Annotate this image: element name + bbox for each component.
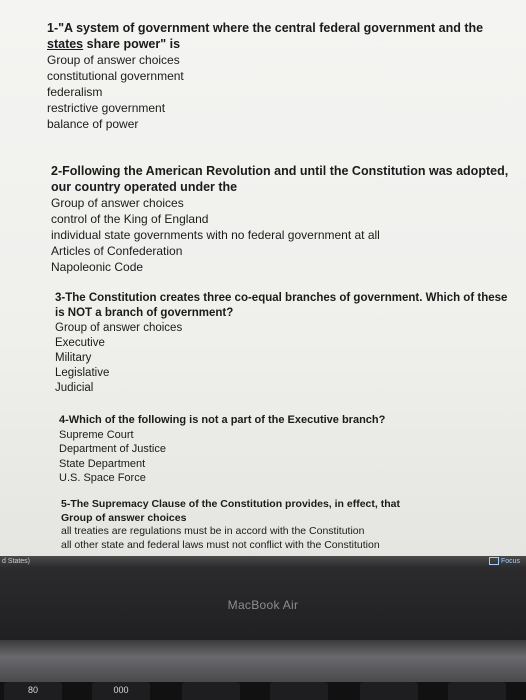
answer-option[interactable]: Military: [55, 352, 92, 364]
answer-option[interactable]: U.S. Space Force: [59, 472, 146, 484]
question-2: [51, 163, 521, 275]
key-f5[interactable]: [360, 682, 418, 700]
answer-option[interactable]: all treaties are regulations must be in accord with the Constitution: [61, 525, 365, 537]
question-5: [61, 498, 501, 552]
answer-option[interactable]: State Department: [59, 457, 146, 470]
answer-option[interactable]: Executive: [55, 337, 105, 349]
answer-option[interactable]: Napoleonic Code: [51, 260, 144, 274]
answer-option[interactable]: Articles of Confederation: [51, 244, 183, 258]
answer-option[interactable]: individual state governments with no federal government at all: [51, 228, 380, 242]
group-label: Group of answer choices: [51, 196, 184, 210]
group-label: Group of answer choices: [55, 322, 183, 334]
key-f6[interactable]: [448, 682, 506, 700]
answer-option[interactable]: federalism: [47, 85, 103, 99]
taskbar: [0, 556, 526, 568]
focus-icon: [489, 557, 499, 565]
answer-option[interactable]: Legislative: [55, 367, 110, 379]
question-1: [47, 20, 517, 132]
group-label: Group of answer choices: [61, 511, 187, 524]
answer-option[interactable]: Supreme Court: [59, 428, 134, 441]
question-2-title: 2-Following the American Revolution and until the Constitution was adopted, our country operated under the: [51, 164, 509, 194]
answer-option[interactable]: control of the King of England: [51, 212, 209, 226]
underlined-word: states: [47, 37, 84, 51]
question-4: [59, 413, 509, 486]
key-f2[interactable]: 000: [92, 682, 150, 700]
answer-option[interactable]: balance of power: [47, 117, 139, 131]
key-f3[interactable]: [182, 682, 240, 700]
key-f4[interactable]: [270, 682, 328, 700]
answer-option[interactable]: constitutional government: [47, 69, 184, 83]
question-1-title: 1-"A system of government where the central federal government and the states share power" is: [47, 21, 484, 51]
key-f1[interactable]: 80: [4, 682, 62, 700]
answer-option[interactable]: all other state and federal laws must not conflict with the Constitution: [61, 538, 380, 551]
answer-option[interactable]: restrictive government: [47, 101, 166, 115]
laptop-brand: MacBook Air: [227, 598, 299, 612]
group-label: Group of answer choices: [47, 53, 180, 67]
laptop-hinge: [0, 640, 526, 682]
taskbar-label: d States): [2, 558, 31, 565]
question-3: [55, 291, 515, 396]
question-3-title: 3-The Constitution creates three co-equal branches of government. Which of these is NOT a branch of government?: [55, 292, 508, 319]
question-4-title: 4-Which of the following is not a part of the Executive branch?: [59, 414, 386, 426]
question-5-title: 5-The Supremacy Clause of the Constitution provides, in effect, that: [61, 498, 400, 510]
focus-button[interactable]: Focus: [489, 556, 520, 568]
answer-option[interactable]: Judicial: [55, 382, 94, 394]
answer-option[interactable]: Department of Justice: [59, 443, 166, 455]
